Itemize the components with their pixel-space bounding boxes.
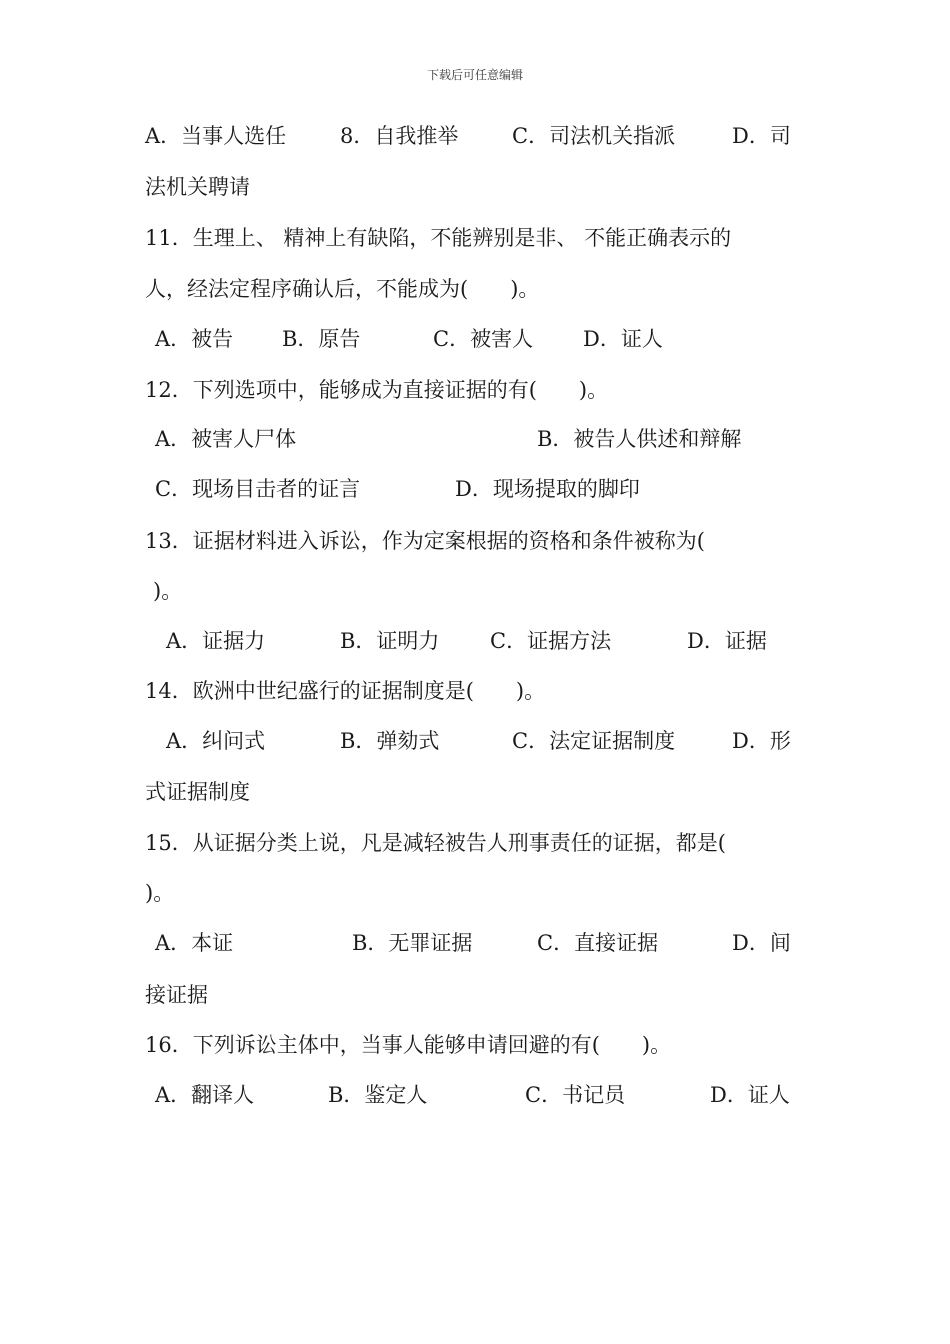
option-b: B．鉴定人 (328, 1083, 428, 1107)
option-c: C．书记员 (525, 1083, 626, 1107)
option-c: C．法定证据制度 (512, 729, 676, 753)
option-a: A．被害人尸体 (155, 427, 297, 451)
option-d: D．证据 (687, 629, 767, 653)
question-15: 15．从证据分类上说，凡是减轻被告人刑事责任的证据，都是( (145, 831, 726, 855)
option-c: C．证据方法 (490, 629, 612, 653)
option-d: D．现场提取的脚印 (455, 477, 640, 501)
question-13: 13．证据材料进入诉讼，作为定案根据的资格和条件被称为( (145, 529, 705, 553)
option-c: C．直接证据 (537, 931, 659, 955)
question-11: 11．生理上、 精神上有缺陷，不能辨别是非、 不能正确表示的 (145, 226, 732, 250)
option-b: 8．自我推举 (340, 124, 459, 148)
option-d: D．证人 (583, 327, 663, 351)
options-line-q14-cont: 式证据制度 (145, 780, 250, 804)
question-15-cont: )。 (145, 881, 175, 905)
option-d: D．间 (732, 931, 791, 955)
option-a: A．纠问式 (166, 729, 266, 753)
option-c: C．被害人 (433, 327, 534, 351)
option-d: D．证人 (710, 1083, 790, 1107)
question-16: 16．下列诉讼主体中，当事人能够申请回避的有( )。 (145, 1033, 672, 1057)
option-a: A．本证 (155, 931, 234, 955)
option-c: C．司法机关指派 (512, 124, 676, 148)
option-b: B．证明力 (340, 629, 440, 653)
option-b: B．被告人供述和辩解 (537, 427, 742, 451)
option-a: A．被告 (155, 327, 234, 351)
option-b: B．原告 (282, 327, 361, 351)
option-a: A．翻译人 (155, 1083, 255, 1107)
question-11-cont: 人，经法定程序确认后，不能成为( )。 (145, 277, 540, 301)
option-d: D．司 (732, 124, 791, 148)
question-13-cont: )。 (153, 579, 183, 603)
option-a: A．证据力 (166, 629, 266, 653)
option-b: B．弹劾式 (340, 729, 440, 753)
option-b: B．无罪证据 (352, 931, 473, 955)
option-a: A．当事人选任 (145, 124, 287, 148)
option-d: D．形 (732, 729, 791, 753)
options-line-q10-cont: 法机关聘请 (145, 175, 250, 199)
question-12: 12．下列选项中，能够成为直接证据的有( )。 (145, 378, 609, 402)
question-14: 14．欧洲中世纪盛行的证据制度是( )。 (145, 679, 546, 703)
option-c: C．现场目击者的证言 (155, 477, 361, 501)
options-line-q15-cont: 接证据 (145, 983, 208, 1007)
page-header: 下载后可任意编辑 (426, 68, 523, 82)
